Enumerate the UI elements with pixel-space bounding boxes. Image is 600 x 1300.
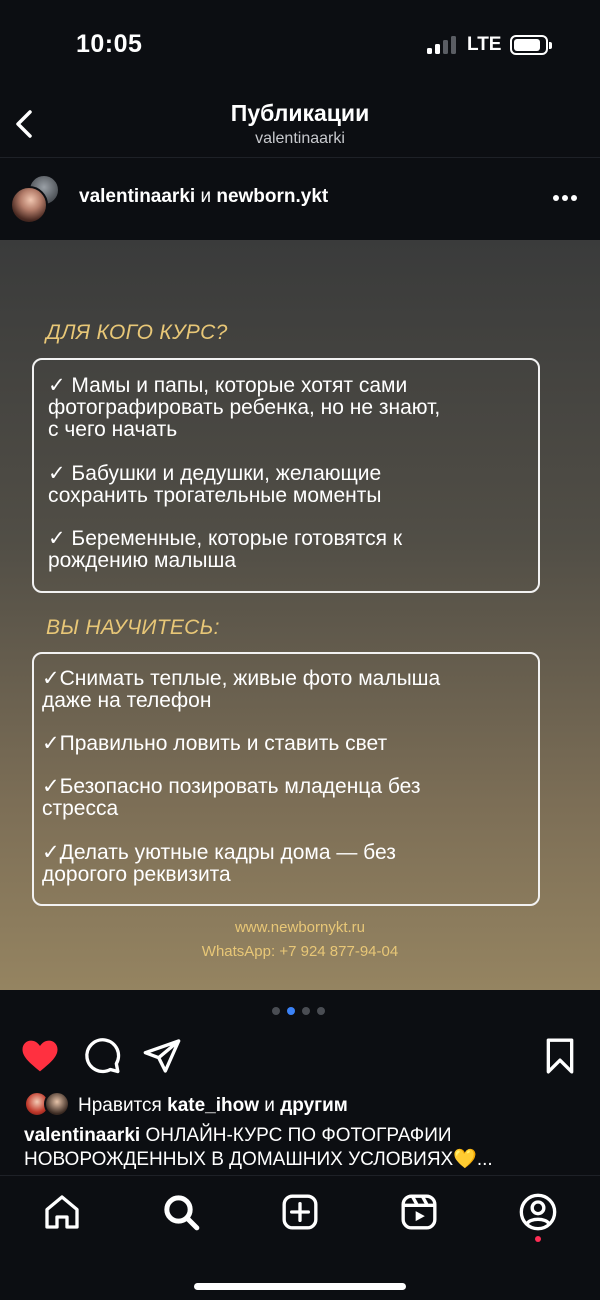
caption-text-line2: НОВОРОЖДЕННЫХ В ДОМАШНИХ УСЛОВИЯХ💛... — [24, 1149, 493, 1170]
caption-author[interactable]: valentinaarki — [24, 1125, 141, 1146]
skill-item: ✓Безопасно позировать младенца без стресса — [42, 775, 421, 820]
post-actions — [0, 1030, 600, 1080]
website-text: www.newbornykt.ru — [234, 919, 366, 936]
bottom-nav — [0, 1175, 600, 1300]
more-options-button[interactable] — [550, 186, 580, 210]
nav-profile[interactable] — [518, 1192, 558, 1232]
caption-line — [24, 1124, 584, 1148]
coauthor-username[interactable]: newborn.ykt — [216, 186, 329, 207]
likes-text — [78, 1095, 348, 1117]
caption-text-line1: ОНЛАЙН-КУРС ПО ФОТОГРАФИИ — [145, 1125, 452, 1146]
carousel-indicator — [272, 1007, 332, 1017]
audience-item: ✓ Беременные, которые готовятся к рождению малыша — [48, 527, 403, 572]
skill-item: ✓Делать уютные кадры дома — без дорогого реквизита — [42, 841, 396, 886]
post-image[interactable] — [0, 240, 600, 990]
nav-home[interactable] — [42, 1192, 82, 1232]
author-avatar — [10, 186, 48, 224]
page-subtitle: valentinaarki — [255, 130, 345, 147]
liker-username[interactable]: kate_ihow — [167, 1095, 259, 1116]
post-authors — [79, 186, 328, 208]
author-conjunction: и — [200, 186, 212, 207]
audience-item: ✓ Бабушки и дедушки, желающие сохранить трогательные моменты — [48, 462, 382, 507]
share-button[interactable] — [142, 1036, 182, 1076]
skills-box — [32, 652, 540, 906]
bookmark-icon — [540, 1036, 580, 1076]
signal-icon — [427, 36, 459, 54]
reels-icon — [399, 1192, 439, 1232]
post-caption[interactable] — [24, 1124, 584, 1172]
author-username[interactable]: valentinaarki — [79, 186, 196, 207]
status-bar — [0, 0, 600, 90]
likes-conjunction: и — [264, 1095, 275, 1116]
skill-item: ✓Снимать теплые, живые фото малыша даже на телефон — [42, 667, 441, 712]
nav-create[interactable] — [280, 1192, 320, 1232]
profile-icon — [518, 1192, 558, 1232]
likes-prefix: Нравится — [78, 1095, 162, 1116]
battery-icon — [510, 35, 548, 55]
home-indicator[interactable] — [194, 1283, 406, 1290]
status-time: 10:05 — [76, 30, 143, 58]
author-avatars[interactable] — [10, 174, 62, 226]
network-label: LTE — [467, 34, 502, 55]
plus-square-icon — [280, 1192, 320, 1232]
paper-plane-icon — [142, 1036, 182, 1076]
home-icon — [42, 1192, 82, 1232]
skill-item: ✓Правильно ловить и ставить свет — [42, 732, 388, 755]
search-icon — [161, 1192, 201, 1232]
nav-search[interactable] — [161, 1192, 201, 1232]
section-title-skills: ВЫ НАУЧИТЕСЬ: — [46, 616, 220, 639]
audience-box — [32, 358, 540, 593]
likes-row[interactable] — [0, 1090, 600, 1122]
comment-icon — [82, 1036, 122, 1076]
page-title: Публикации — [230, 100, 370, 126]
likes-others[interactable]: другим — [280, 1095, 348, 1116]
comment-button[interactable] — [82, 1036, 122, 1076]
notification-dot — [535, 1236, 541, 1242]
liker-avatar — [44, 1091, 70, 1117]
whatsapp-text: WhatsApp: +7 924 877-94-04 — [201, 943, 399, 960]
post-header — [0, 158, 600, 240]
nav-reels[interactable] — [399, 1192, 439, 1232]
like-button[interactable] — [20, 1036, 60, 1076]
section-title-audience: ДЛЯ КОГО КУРС? — [46, 321, 228, 344]
audience-item: ✓ Мамы и папы, которые хотят сами фотографировать ребенка, но не знают, с чего начать — [48, 374, 441, 441]
page-header — [0, 90, 600, 158]
save-button[interactable] — [540, 1036, 580, 1076]
heart-filled-icon — [20, 1036, 60, 1076]
